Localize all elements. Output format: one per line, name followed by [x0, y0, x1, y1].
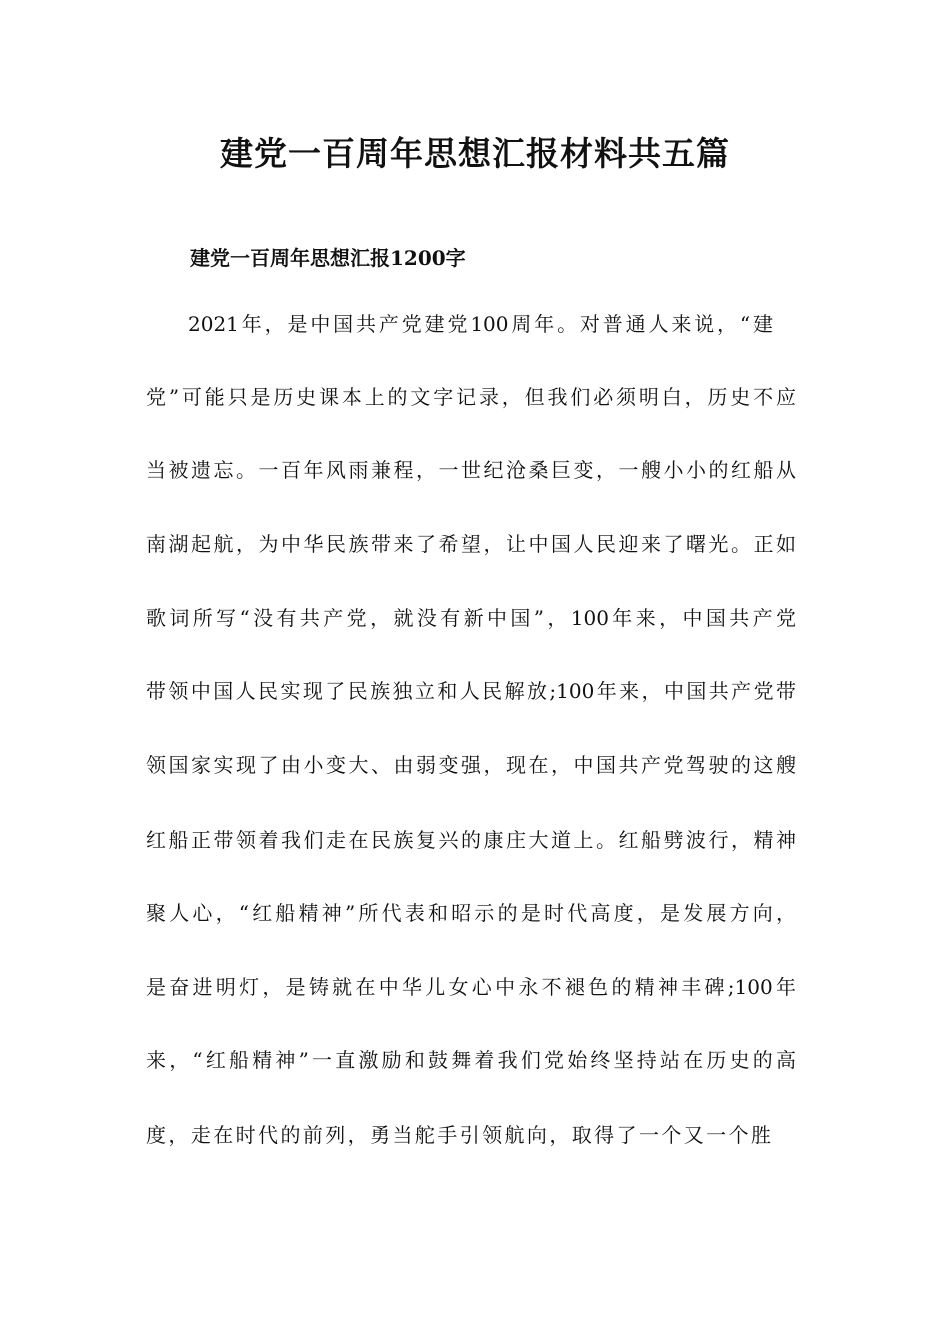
- paragraph-line: 歌词所写“没有共产党，就没有新中国”，100年来，中国共产党: [146, 606, 796, 630]
- paragraph-line: 是奋进明灯，是铸就在中华儿女心中永不褪色的精神丰碑;100年: [146, 975, 796, 999]
- paragraph-line: 党”可能只是历史课本上的文字记录，但我们必须明白，历史不应: [146, 385, 796, 409]
- paragraph-line: 聚人心，“红船精神”所代表和昭示的是时代高度，是发展方向，: [146, 901, 796, 925]
- section-heading: 建党一百周年思想汇报1200字: [190, 246, 466, 270]
- paragraph-line: 当被遗忘。一百年风雨兼程，一世纪沧桑巨变，一艘小小的红船从: [146, 458, 796, 482]
- paragraph-line: 来，“红船精神”一直激励和鼓舞着我们党始终坚持站在历史的高: [146, 1048, 796, 1072]
- paragraph-line: 带领中国人民实现了民族独立和人民解放;100年来，中国共产党带: [146, 679, 796, 703]
- paragraph-line: 度，走在时代的前列，勇当舵手引领航向，取得了一个又一个胜: [146, 1123, 771, 1147]
- paragraph-line: 领国家实现了由小变大、由弱变强，现在，中国共产党驾驶的这艘: [146, 753, 796, 777]
- paragraph-line: 南湖起航，为中华民族带来了希望，让中国人民迎来了曙光。正如: [146, 532, 796, 556]
- paragraph-line: 红船正带领着我们走在民族复兴的康庄大道上。红船劈波行，精神: [146, 828, 796, 852]
- paragraph-line: 2021年，是中国共产党建党100周年。对普通人来说，“建: [188, 312, 773, 336]
- document-title: 建党一百周年思想汇报材料共五篇: [220, 134, 730, 173]
